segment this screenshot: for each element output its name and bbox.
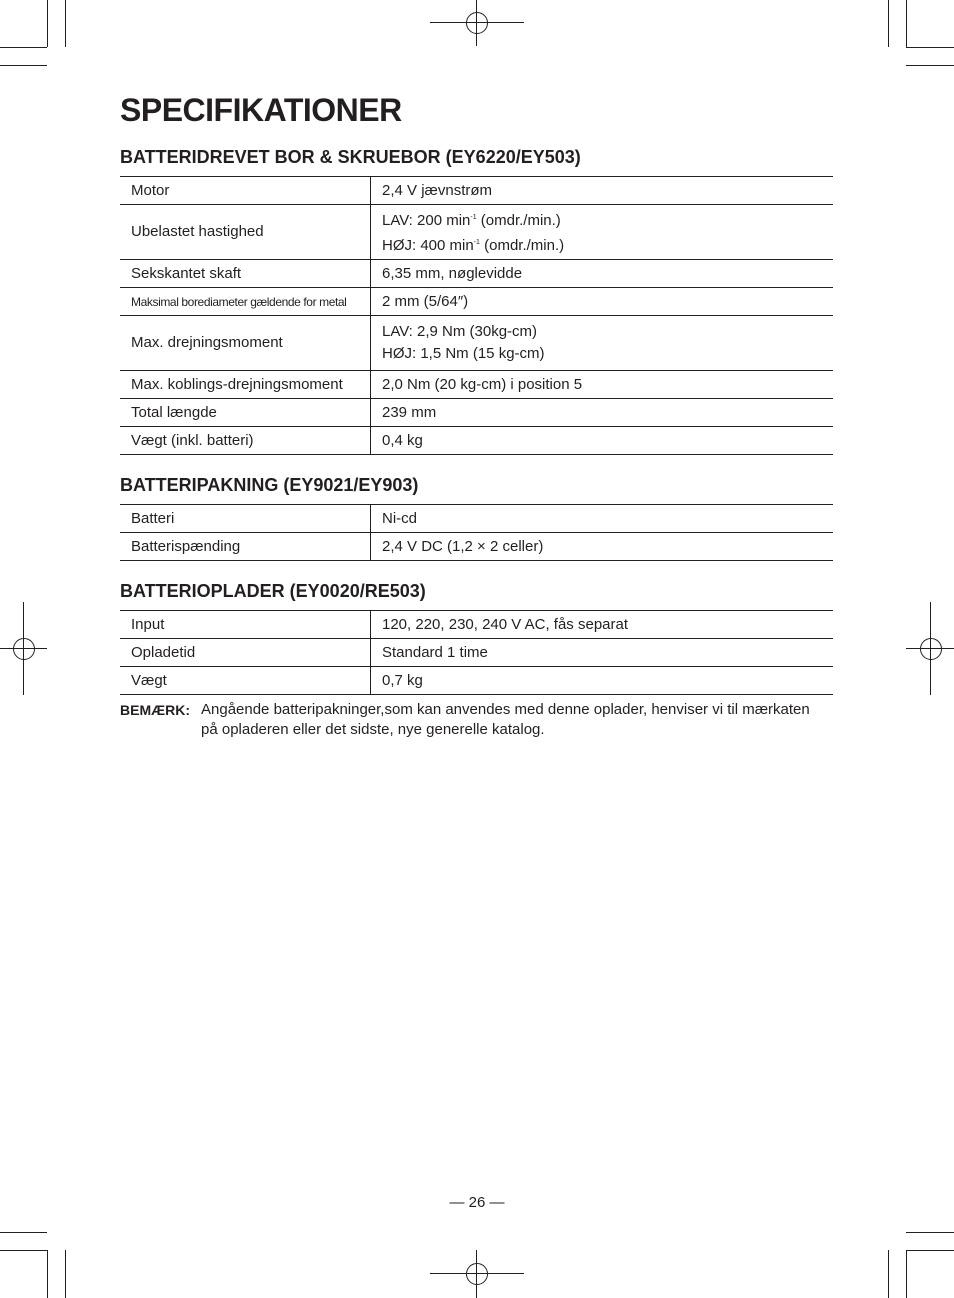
spec-value: 0,7 kg: [371, 667, 834, 695]
spec-value: LAV: 200 $\min^{-1}$ (omdr./min.) HØJ: 400 $\min^{-1}$ (omdr./min.): [371, 205, 834, 260]
spec-label: Opladetid: [120, 639, 371, 667]
spec-value: 120, 220, 230, 240 V AC, fås separat: [371, 611, 834, 639]
spec-value: 0,4 kg: [371, 427, 834, 455]
spec-value: Ni-cd: [371, 505, 834, 533]
spec-label: Batteri: [120, 505, 371, 533]
table-row: [120, 399, 833, 427]
section-heading-battery: BATTERIPAKNING (EY9021/EY903): [120, 475, 419, 495]
spec-label: Maksimal borediameter gældende for metal: [120, 288, 371, 316]
spec-table-charger: [120, 610, 833, 695]
spec-label: Motor: [120, 177, 371, 205]
spec-label: Ubelastet hastighed: [120, 205, 371, 260]
spec-value: 239 mm: [371, 399, 834, 427]
spec-value: 2 mm (5/64″): [371, 288, 834, 316]
table-row: [120, 427, 833, 455]
spec-value: 2,4 V DC (1,2 × 2 celler): [371, 533, 834, 561]
table-row: [120, 205, 833, 260]
spec-value: 6,35 mm, nøglevidde: [371, 260, 834, 288]
page-title: SPECIFIKATIONER: [120, 92, 402, 128]
table-row: [120, 611, 833, 639]
note-label: BEMÆRK:: [120, 702, 190, 718]
table-row: [120, 667, 833, 695]
spec-label: Vægt (inkl. batteri): [120, 427, 371, 455]
spec-label: Total længde: [120, 399, 371, 427]
spec-value: Standard 1 time: [371, 639, 834, 667]
spec-value: 2,0 Nm (20 kg-cm) i position 5: [371, 371, 834, 399]
spec-label: Max. drejningsmoment: [120, 316, 371, 371]
note: [120, 700, 840, 740]
spec-label: Batterispænding: [120, 533, 371, 561]
table-row: [120, 260, 833, 288]
spec-label: Max. koblings-drejningsmoment: [120, 371, 371, 399]
table-row: [120, 288, 833, 316]
table-row: [120, 371, 833, 399]
table-row: [120, 316, 833, 371]
page-number: — 26 —: [449, 1194, 505, 1211]
table-row: [120, 177, 833, 205]
section-heading-charger: BATTERIOPLADER (EY0020/RE503): [120, 581, 426, 601]
section-heading-drill: BATTERIDREVET BOR & SKRUEBOR (EY6220/EY503): [120, 147, 581, 167]
spec-value: 2,4 V jævnstrøm: [371, 177, 834, 205]
spec-table-drill: [120, 176, 833, 455]
note-text: Angående batteripakninger,som kan anvendes med denne oplader, henviser vi til mærkaten på opladeren eller det sidste, nye generelle katalog.: [201, 701, 810, 738]
table-row: [120, 533, 833, 561]
table-row: [120, 639, 833, 667]
table-row: [120, 505, 833, 533]
spec-label: Sekskantet skaft: [120, 260, 371, 288]
spec-label: Input: [120, 611, 371, 639]
spec-table-battery: [120, 504, 833, 561]
spec-value: LAV: 2,9 Nm (30kg-cm) HØJ: 1,5 Nm (15 kg-cm): [371, 316, 834, 371]
spec-label: Vægt: [120, 667, 371, 695]
